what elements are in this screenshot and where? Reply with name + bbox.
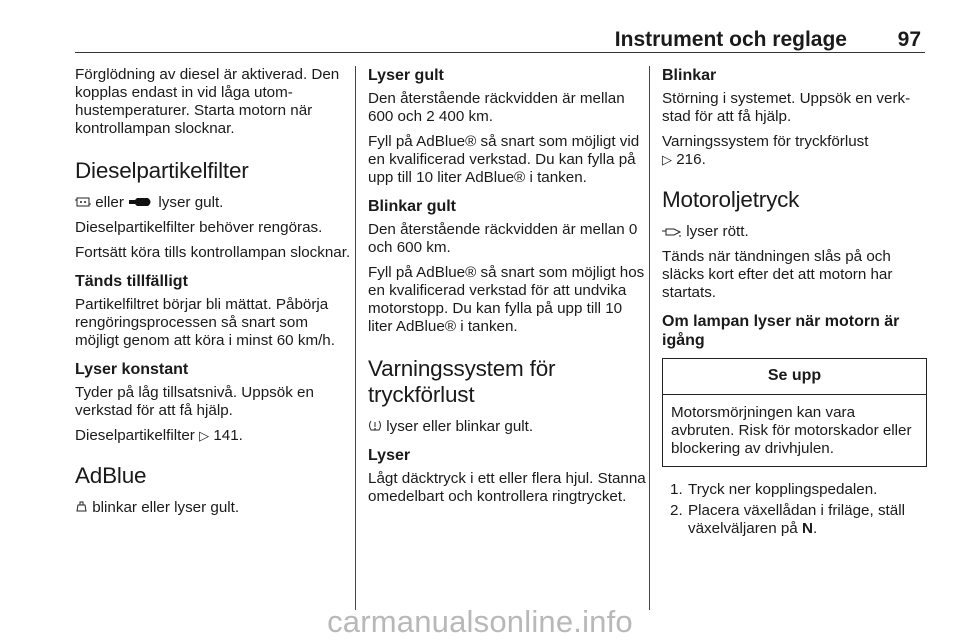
tpms-heading: Varningssystem för tryckförlust	[368, 356, 556, 407]
step-end: .	[812, 520, 818, 537]
tpms-text: lyser eller blinkar gult.	[386, 418, 534, 435]
adblue-icon	[75, 500, 88, 513]
particle-filter-icon	[128, 196, 154, 208]
adblue-heading: AdBlue	[75, 463, 147, 488]
section-title: Instrument och reglage	[614, 28, 847, 51]
blink-refill-text: Fyll på AdBlue® så snart som möjligt hos en kvalificerad verkstad för att undvika motorstopp. Du kan fylla på upp till 10 liter AdBlue® i tanken.	[368, 264, 645, 335]
dpf-continue-text: Fortsätt köra tills kontrollampan slocknar.	[75, 244, 351, 261]
page-reference-arrow-icon: ▷	[199, 428, 210, 443]
watermark: carmanualsonline.info	[327, 604, 633, 639]
ref-text: Dieselpartikelfilter	[75, 427, 195, 444]
step-number: 2.	[670, 502, 683, 519]
blink-heading-c3: Blinkar	[662, 67, 717, 84]
blink-heading: Blinkar gult	[368, 198, 457, 215]
tire-pressure-icon	[368, 419, 382, 432]
list-item	[662, 502, 927, 538]
dpf-indicator-line	[75, 194, 353, 212]
lit-text: Lågt däcktryck i ett eller flera hjul. Stanna omedelbart och kontrollera ringtrycket.	[368, 470, 646, 505]
glow-plug-text: Förglödning av diesel är aktiverad. Den kopplas endast in vid låga utom- hustemperaturer. Starta motorn när kontrollampan slocknar.	[75, 66, 340, 137]
page-reference-arrow-icon: ▷	[662, 152, 672, 167]
dpf-heading: Dieselpartikelfilter	[75, 158, 249, 183]
yellow-heading: Lyser gult	[368, 67, 444, 84]
ref-page: 216.	[676, 151, 706, 168]
constant-text: Tyder på låg tillsatsnivå. Uppsök en verkstad för att få hjälp.	[75, 384, 314, 419]
oil-description: Tänds när tändningen slås på och släcks kort efter det att motorn har startats.	[662, 248, 893, 301]
blink-range-text: Den återstående räckvidden är mellan 0 och 600 km.	[368, 221, 638, 256]
temporary-text: Partikelfiltret börjar bli mättat. Påbörja rengöringsprocessen så snart som möjligt genom att köra i minst 60 km/h.	[75, 296, 335, 349]
oil-text: lyser rött.	[686, 223, 749, 240]
constant-heading: Lyser konstant	[75, 361, 189, 378]
tpms-indicator-line	[368, 418, 646, 436]
column-divider	[649, 66, 650, 610]
column-divider	[355, 66, 356, 610]
column-1	[75, 66, 353, 524]
caution-box	[662, 358, 927, 467]
step-number: 1.	[670, 481, 683, 498]
column-2	[368, 66, 646, 513]
tpms-reference	[662, 133, 927, 169]
page-number: 97	[897, 28, 921, 51]
dpf-clean-text: Dieselpartikelfilter behöver rengöras.	[75, 219, 323, 236]
oil-indicator-line	[662, 223, 927, 241]
ref-text: Varningssystem för tryckförlust	[662, 133, 869, 150]
caution-body: Motorsmörjningen kan vara avbruten. Risk för motorskador eller blockering av drivhjulen.	[671, 404, 912, 457]
dpf-lit-text: lyser gult.	[158, 194, 224, 211]
oil-can-icon	[662, 226, 682, 237]
step-text: Tryck ner kopplingspedalen.	[688, 481, 878, 498]
running-heading: Om lampan lyser när motorn är igång	[662, 313, 900, 349]
step-text: Placera växellådan i friläge, ställ växelväljaren på	[688, 502, 905, 537]
column-3	[662, 66, 927, 541]
oil-heading: Motoroljetryck	[662, 187, 800, 212]
adblue-indicator-line	[75, 499, 353, 517]
gear-letter: N	[802, 520, 813, 537]
ref-page: 141.	[213, 427, 243, 444]
steps-list	[662, 481, 927, 538]
dpf-warning-icon	[75, 196, 91, 208]
system-fault-text: Störning i systemet. Uppsök en verk- stad för att få hjälp.	[662, 90, 911, 125]
adblue-text: blinkar eller lyser gult.	[92, 499, 240, 516]
dpf-reference	[75, 427, 353, 445]
page-header	[75, 28, 925, 50]
header-rule	[75, 52, 925, 53]
list-item	[662, 481, 927, 499]
yellow-range-text: Den återstående räckvidden är mellan 600 och 2 400 km.	[368, 90, 625, 125]
caution-title: Se upp	[663, 359, 926, 395]
lit-heading: Lyser	[368, 447, 411, 464]
yellow-refill-text: Fyll på AdBlue® så snart som möjligt vid en kvalificerad verkstad. Du kan fylla på upp till 10 liter AdBlue® i tanken.	[368, 133, 640, 186]
dpf-or-text: eller	[95, 194, 124, 211]
temporary-heading: Tänds tillfälligt	[75, 273, 188, 290]
